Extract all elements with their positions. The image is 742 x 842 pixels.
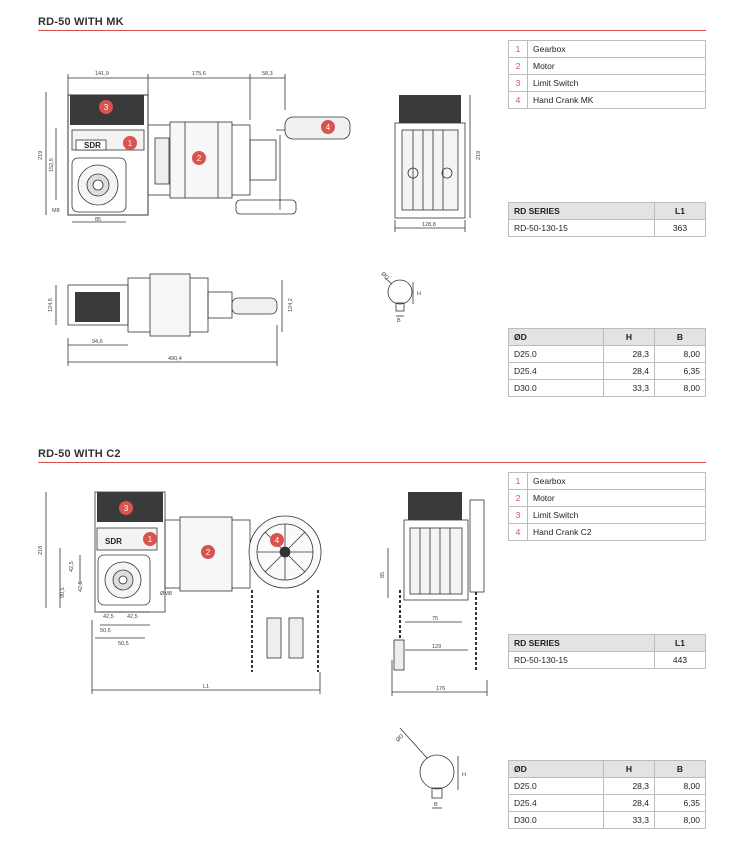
callout-c2-2-label: 2 bbox=[205, 548, 211, 557]
table-row bbox=[509, 346, 706, 363]
series-model: RD-50-130-15 bbox=[509, 652, 655, 669]
shaft-cell: 6,35 bbox=[655, 795, 706, 812]
callout-mk-3 bbox=[99, 100, 113, 114]
dim-bottom-l2: 490,4 bbox=[168, 356, 182, 362]
component-num: 3 bbox=[509, 75, 528, 92]
component-num: 4 bbox=[509, 524, 528, 541]
shaft-cell: 28,3 bbox=[604, 346, 655, 363]
components-table-c2 bbox=[508, 472, 706, 541]
table-row bbox=[509, 363, 706, 380]
series-head: RD SERIES bbox=[509, 635, 655, 652]
shaft-header: ØD bbox=[509, 329, 604, 346]
c2-dim-b1: 42,5 bbox=[103, 614, 114, 620]
table-row bbox=[509, 92, 706, 109]
dim-bolt: M8 bbox=[52, 208, 60, 214]
dim-side-width: 128,8 bbox=[422, 222, 436, 228]
dim-height1: 219 bbox=[38, 150, 44, 160]
table-row bbox=[509, 524, 706, 541]
c2-dim-side-w2: 129 bbox=[432, 644, 442, 650]
table-row bbox=[509, 490, 706, 507]
callout-mk-3-label: 3 bbox=[103, 103, 109, 112]
series-value: 443 bbox=[655, 652, 706, 669]
table-row bbox=[509, 220, 706, 237]
table-header-row bbox=[509, 635, 706, 652]
shaft-label-d: ØD bbox=[379, 271, 390, 282]
dim-bottom-w1: 124,6 bbox=[48, 298, 54, 312]
shaft-cell: 33,3 bbox=[604, 812, 655, 829]
component-num: 3 bbox=[509, 507, 528, 524]
component-name: Gearbox bbox=[528, 41, 706, 58]
component-name: Limit Switch bbox=[528, 507, 706, 524]
table-row bbox=[509, 652, 706, 669]
shaft-cell: 28,4 bbox=[604, 795, 655, 812]
c2-shaft-label-h: H bbox=[462, 772, 466, 778]
c2-dim-b3: 50,5 bbox=[100, 628, 111, 634]
component-name: Gearbox bbox=[528, 473, 706, 490]
series-col: L1 bbox=[655, 203, 706, 220]
section-title-mk: RD-50 WITH MK bbox=[38, 16, 124, 28]
shaft-cell: 8,00 bbox=[655, 346, 706, 363]
component-num: 1 bbox=[509, 41, 528, 58]
c2-shaft-detail bbox=[400, 728, 458, 808]
shaft-header: H bbox=[604, 329, 655, 346]
callout-c2-4-label: 4 bbox=[274, 536, 280, 545]
series-table-mk bbox=[508, 202, 706, 237]
table-row bbox=[509, 75, 706, 92]
callout-c2-4 bbox=[270, 533, 284, 547]
callout-mk-2-label: 2 bbox=[196, 154, 202, 163]
component-name: Motor bbox=[528, 58, 706, 75]
series-head: RD SERIES bbox=[509, 203, 655, 220]
dim-top2: 175,6 bbox=[192, 71, 206, 77]
callout-mk-2 bbox=[192, 151, 206, 165]
component-name: Limit Switch bbox=[528, 75, 706, 92]
c2-dim-side-w1: 75 bbox=[432, 616, 439, 622]
section-title-c2: RD-50 WITH C2 bbox=[38, 448, 121, 460]
table-row bbox=[509, 58, 706, 75]
c2-shaft-label-d: ØD bbox=[395, 733, 406, 744]
shaft-cell: 8,00 bbox=[655, 380, 706, 397]
shaft-cell: 6,35 bbox=[655, 363, 706, 380]
table-row bbox=[509, 812, 706, 829]
c2-dim-height: 218 bbox=[38, 545, 44, 555]
table-header-row bbox=[509, 329, 706, 346]
dim-bottom: 85 bbox=[95, 217, 102, 223]
dim-top1: 141,9 bbox=[95, 71, 109, 77]
brand-badge-c2: SDR bbox=[105, 537, 122, 546]
series-table-c2 bbox=[508, 634, 706, 669]
callout-c2-3-label: 3 bbox=[123, 504, 129, 513]
c2-dim-a3: 90,5 bbox=[60, 587, 66, 598]
shaft-label-h: H bbox=[417, 291, 421, 297]
shaft-header: H bbox=[604, 761, 655, 778]
table-row bbox=[509, 473, 706, 490]
shaft-cell: D30.0 bbox=[509, 812, 604, 829]
callout-mk-4-label: 4 bbox=[325, 123, 331, 132]
shaft-cell: D25.0 bbox=[509, 346, 604, 363]
shaft-header: B bbox=[655, 761, 706, 778]
c2-front-view bbox=[46, 492, 321, 694]
c2-dim-bolt: ØM8 bbox=[160, 591, 172, 597]
shaft-table-c2 bbox=[508, 760, 706, 829]
component-num: 1 bbox=[509, 473, 528, 490]
callout-c2-1 bbox=[143, 532, 157, 546]
components-table-mk bbox=[508, 40, 706, 109]
dim-bottom-l1: 94,6 bbox=[92, 339, 103, 345]
mk-bottom-view bbox=[56, 274, 282, 366]
series-value: 363 bbox=[655, 220, 706, 237]
mk-side-view bbox=[395, 95, 470, 232]
section-divider-c2 bbox=[38, 462, 706, 463]
component-num: 2 bbox=[509, 490, 528, 507]
table-row bbox=[509, 778, 706, 795]
component-name: Motor bbox=[528, 490, 706, 507]
c2-shaft-label-b: B bbox=[434, 802, 438, 808]
c2-dim-a2: 42,5 bbox=[78, 581, 84, 592]
callout-mk-4 bbox=[321, 120, 335, 134]
component-name: Hand Crank MK bbox=[528, 92, 706, 109]
dim-bottom-w2: 124,2 bbox=[288, 298, 294, 312]
callout-mk-1-label: 1 bbox=[127, 139, 133, 148]
callout-c2-2 bbox=[201, 545, 215, 559]
c2-dim-a1: 42,5 bbox=[69, 561, 75, 572]
shaft-cell: 28,4 bbox=[604, 363, 655, 380]
table-header-row bbox=[509, 203, 706, 220]
shaft-cell: 8,00 bbox=[655, 812, 706, 829]
table-row bbox=[509, 41, 706, 58]
shaft-cell: 33,3 bbox=[604, 380, 655, 397]
series-model: RD-50-130-15 bbox=[509, 220, 655, 237]
dim-side-height: 219 bbox=[476, 150, 482, 160]
component-name: Hand Crank C2 bbox=[528, 524, 706, 541]
c2-side-view bbox=[388, 492, 487, 696]
c2-dim-side-w3: 176 bbox=[436, 686, 446, 692]
shaft-label-b: B bbox=[397, 318, 401, 324]
shaft-cell: D25.0 bbox=[509, 778, 604, 795]
c2-dim-side-h: 85 bbox=[380, 571, 386, 578]
component-num: 2 bbox=[509, 58, 528, 75]
series-col: L1 bbox=[655, 635, 706, 652]
mk-shaft-detail bbox=[385, 278, 413, 316]
shaft-cell: D25.4 bbox=[509, 363, 604, 380]
callout-mk-1 bbox=[123, 136, 137, 150]
dim-top3: 58,3 bbox=[262, 71, 273, 77]
c2-dim-b2: 42,5 bbox=[127, 614, 138, 620]
brand-badge-mk: SDR bbox=[84, 141, 101, 150]
shaft-header: B bbox=[655, 329, 706, 346]
shaft-cell: D30.0 bbox=[509, 380, 604, 397]
table-row bbox=[509, 507, 706, 524]
callout-c2-3 bbox=[119, 501, 133, 515]
callout-c2-1-label: 1 bbox=[147, 535, 153, 544]
c2-dim-length: L1 bbox=[203, 684, 210, 690]
component-num: 4 bbox=[509, 92, 528, 109]
table-row bbox=[509, 795, 706, 812]
c2-dim-b4: 50,5 bbox=[118, 641, 129, 647]
shaft-cell: D25.4 bbox=[509, 795, 604, 812]
shaft-header: ØD bbox=[509, 761, 604, 778]
shaft-cell: 28,3 bbox=[604, 778, 655, 795]
table-row bbox=[509, 380, 706, 397]
shaft-cell: 8,00 bbox=[655, 778, 706, 795]
table-header-row bbox=[509, 761, 706, 778]
shaft-table-mk bbox=[508, 328, 706, 397]
dim-height2: 152,5 bbox=[49, 158, 55, 172]
